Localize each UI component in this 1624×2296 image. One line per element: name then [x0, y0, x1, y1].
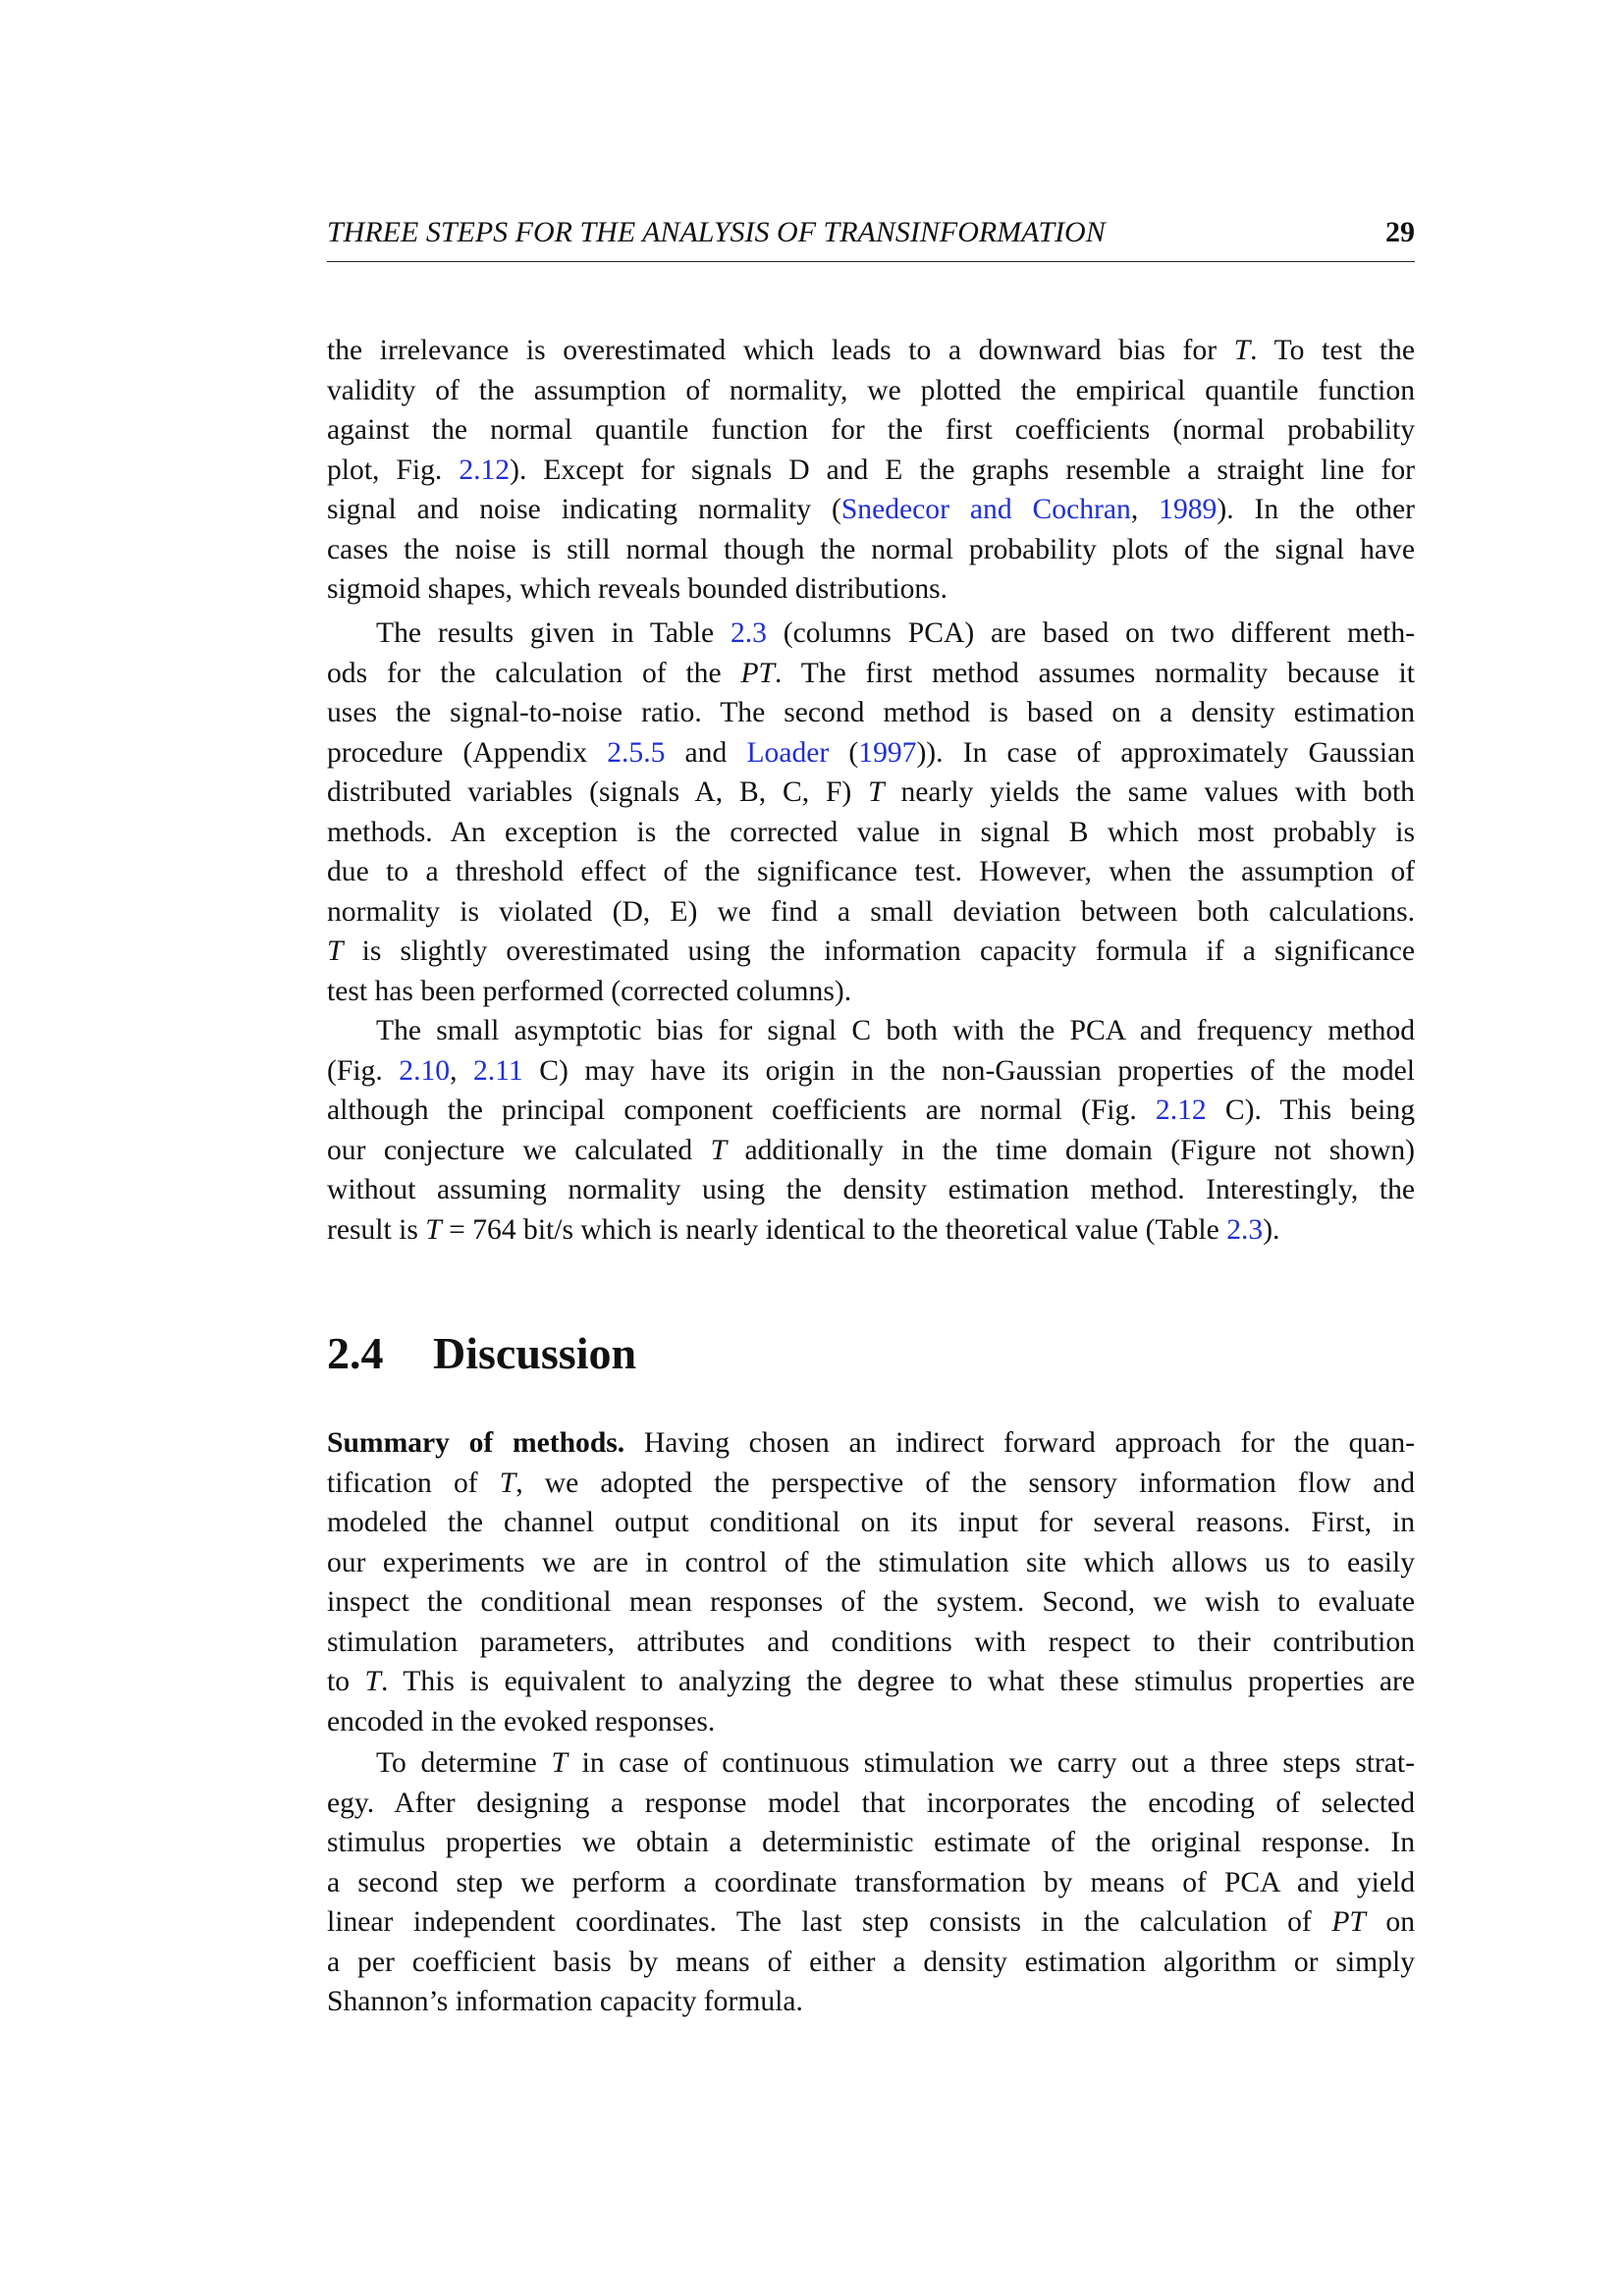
text-line [327, 1210, 1415, 1251]
text-line [327, 1823, 1415, 1863]
text-run: The small asymptotic bias for signal C both with the PCA and frequency method [376, 1015, 1415, 1046]
reference-link[interactable]: 2.5.5 [607, 736, 666, 769]
text-run: . The first method assumes normality because it [775, 657, 1415, 689]
text-run: (columns PCA) are based on two different meth- [766, 617, 1415, 649]
text-run: without assuming normality using the density estimation method. Interestingly, the [327, 1174, 1415, 1205]
text-run: against the normal quantile function for the first coefficients (normal probability [327, 414, 1415, 446]
text-run: tification of [327, 1467, 500, 1499]
text-run: modeled the channel output conditional on its input for several reasons. First, in [327, 1507, 1415, 1538]
reference-link[interactable]: 2.10 [399, 1054, 451, 1087]
text-run: , we adopted the perspective of the sensory information flow and [515, 1467, 1415, 1499]
text-line [327, 1863, 1415, 1903]
text-run: methods. An exception is the corrected value in signal B which most probably is [327, 816, 1415, 848]
text-run: C) may have its origin in the non-Gaussian properties of the model [522, 1054, 1416, 1087]
text-run: test has been performed (corrected columns). [327, 975, 852, 1007]
italic-symbol: PT [1331, 1906, 1366, 1938]
text-run: stimulus properties we obtain a deterministic estimate of the original response. In [327, 1827, 1415, 1858]
running-title: THREE STEPS FOR THE ANALYSIS OF TRANSINFORMATION [327, 216, 1106, 248]
text-run: to [327, 1666, 365, 1697]
text-run: additionally in the time domain (Figure not shown) [727, 1134, 1415, 1166]
text-run: uses the signal-to-noise ratio. The second method is based on a density estimation [327, 697, 1415, 728]
section-heading [327, 1327, 636, 1379]
text-run: linear independent coordinates. The last step consists in the calculation of [327, 1906, 1332, 1938]
text-line [327, 1784, 1415, 1824]
paragraph-asymptotic-bias [327, 1011, 1415, 1250]
text-run: To determine [376, 1747, 552, 1779]
text-run: is slightly overestimated using the information capacity formula if a significance [343, 935, 1415, 967]
text-run: , [450, 1054, 473, 1087]
text-run: although the principal component coefficients are normal (Fig. [327, 1095, 1156, 1126]
text-run: in case of continuous stimulation we carry out a three steps strat- [567, 1747, 1416, 1779]
text-run: our conjecture we calculated [327, 1134, 711, 1166]
reference-link[interactable]: 2.3 [1226, 1213, 1264, 1246]
reference-link[interactable]: 1997 [858, 736, 917, 769]
text-line [327, 569, 1415, 610]
text-run: ). [1263, 1213, 1280, 1246]
text-line [327, 1503, 1415, 1543]
text-run: a per coefficient basis by means of either a density estimation algorithm or simply [327, 1946, 1415, 1978]
text-line [327, 813, 1415, 853]
header-rule [327, 261, 1415, 262]
text-line [327, 1943, 1415, 1983]
text-run: )). In case of approximately Gaussian [916, 736, 1416, 769]
text-run: ). In the other [1217, 494, 1416, 525]
paragraph-normality [327, 331, 1415, 610]
text-run: distributed variables (signals A, B, C, F) [327, 776, 869, 808]
text-line [327, 1464, 1415, 1504]
text-run: (Fig. [327, 1054, 400, 1087]
text-line [327, 1170, 1415, 1210]
text-line [327, 530, 1415, 570]
text-line [327, 932, 1415, 972]
text-run: Shannon’s information capacity formula. [327, 1986, 803, 2017]
paragraph-summary-of-methods [327, 1423, 1415, 1741]
text-line [327, 1662, 1415, 1702]
text-line [327, 892, 1415, 933]
italic-symbol: T [327, 935, 344, 967]
text-run: The results given in Table [376, 617, 731, 649]
bold-run-in-heading: Summary of methods. [327, 1427, 625, 1459]
section-title: Discussion [433, 1328, 637, 1378]
text-run: . This is equivalent to analyzing the degree to what these stimulus properties are [380, 1666, 1415, 1697]
paragraph-three-steps [327, 1743, 1415, 2022]
italic-symbol: T [364, 1666, 381, 1697]
text-line [327, 1743, 1415, 1784]
text-run: ( [829, 736, 859, 769]
text-line [327, 972, 1415, 1012]
text-line [327, 410, 1415, 451]
reference-link[interactable]: 2.12 [1155, 1095, 1207, 1126]
text-line [327, 1702, 1415, 1742]
text-run: on [1365, 1906, 1416, 1938]
text-line [327, 1543, 1415, 1583]
text-run: the irrelevance is overestimated which leads to a downward bias for [327, 335, 1234, 366]
text-line [327, 1902, 1415, 1943]
text-run: due to a threshold effect of the significance test. However, when the assumption of [327, 856, 1415, 887]
italic-symbol: T [1233, 335, 1251, 366]
text-line [327, 693, 1415, 733]
text-line [327, 1011, 1415, 1051]
text-run: validity of the assumption of normality, we plotted the empirical quantile function [327, 374, 1415, 406]
text-line [327, 614, 1415, 654]
text-line [327, 1051, 1415, 1092]
reference-link[interactable]: 2.12 [459, 454, 511, 486]
text-line [327, 1582, 1415, 1623]
text-run: plot, Fig. [327, 454, 460, 486]
text-run: sigmoid shapes, which reveals bounded distributions. [327, 573, 948, 605]
text-run: . To test the [1250, 335, 1415, 366]
italic-symbol: T [425, 1213, 442, 1246]
text-line [327, 1131, 1415, 1171]
text-run: encoded in the evoked responses. [327, 1705, 716, 1737]
text-run: C). This being [1206, 1095, 1415, 1126]
text-line [327, 654, 1415, 694]
paragraph-results [327, 614, 1415, 1011]
text-line [327, 852, 1415, 892]
text-line [327, 733, 1415, 774]
text-run: nearly yields the same values with both [884, 776, 1415, 808]
reference-link[interactable]: 2.3 [730, 617, 767, 649]
text-run: ). Except for signals D and E the graphs resemble a straight line for [510, 454, 1416, 486]
text-run: ods for the calculation of the [327, 657, 741, 689]
text-line [327, 331, 1415, 371]
text-line [327, 773, 1415, 813]
text-run: , [1130, 494, 1160, 525]
text-line [327, 371, 1415, 411]
text-line [327, 451, 1415, 491]
text-line [327, 1623, 1415, 1663]
text-line [327, 1982, 1415, 2022]
italic-symbol: PT [740, 657, 775, 689]
text-run: = 764 bit/s which is nearly identical to the theoretical value (Table [441, 1213, 1227, 1246]
text-run: result is [327, 1213, 426, 1246]
text-run: and [665, 736, 747, 769]
italic-symbol: T [710, 1134, 728, 1166]
text-run: cases the noise is still normal though the normal probability plots of the signal have [327, 533, 1415, 565]
text-run: inspect the conditional mean responses of the system. Second, we wish to evaluate [327, 1586, 1415, 1618]
section-number: 2.4 [327, 1328, 384, 1378]
text-run: signal and noise indicating normality ( [327, 494, 841, 525]
text-run: stimulation parameters, attributes and conditions with respect to their contribution [327, 1626, 1415, 1658]
reference-link[interactable]: Loader [746, 736, 830, 769]
text-run: normality is violated (D, E) we find a small deviation between both calculations. [327, 895, 1415, 928]
text-run: a second step we perform a coordinate transformation by means of PCA and yield [327, 1866, 1415, 1898]
italic-symbol: T [499, 1467, 516, 1499]
italic-symbol: T [551, 1747, 568, 1779]
text-run: Having chosen an indirect forward approach for the quan- [624, 1427, 1416, 1459]
text-run: our experiments we are in control of the stimulation site which allows us to easily [327, 1546, 1415, 1578]
reference-link[interactable]: Snedecor and Cochran [840, 494, 1131, 525]
page-number: 29 [1385, 216, 1415, 248]
text-run: procedure (Appendix [327, 736, 608, 769]
text-run: egy. After designing a response model that incorporates the encoding of selected [327, 1787, 1415, 1819]
reference-link[interactable]: 1989 [1159, 494, 1218, 525]
text-line [327, 490, 1415, 530]
running-header [327, 216, 1415, 255]
text-line [327, 1091, 1415, 1131]
italic-symbol: T [868, 776, 885, 808]
reference-link[interactable]: 2.11 [472, 1054, 523, 1087]
text-line [327, 1423, 1415, 1464]
